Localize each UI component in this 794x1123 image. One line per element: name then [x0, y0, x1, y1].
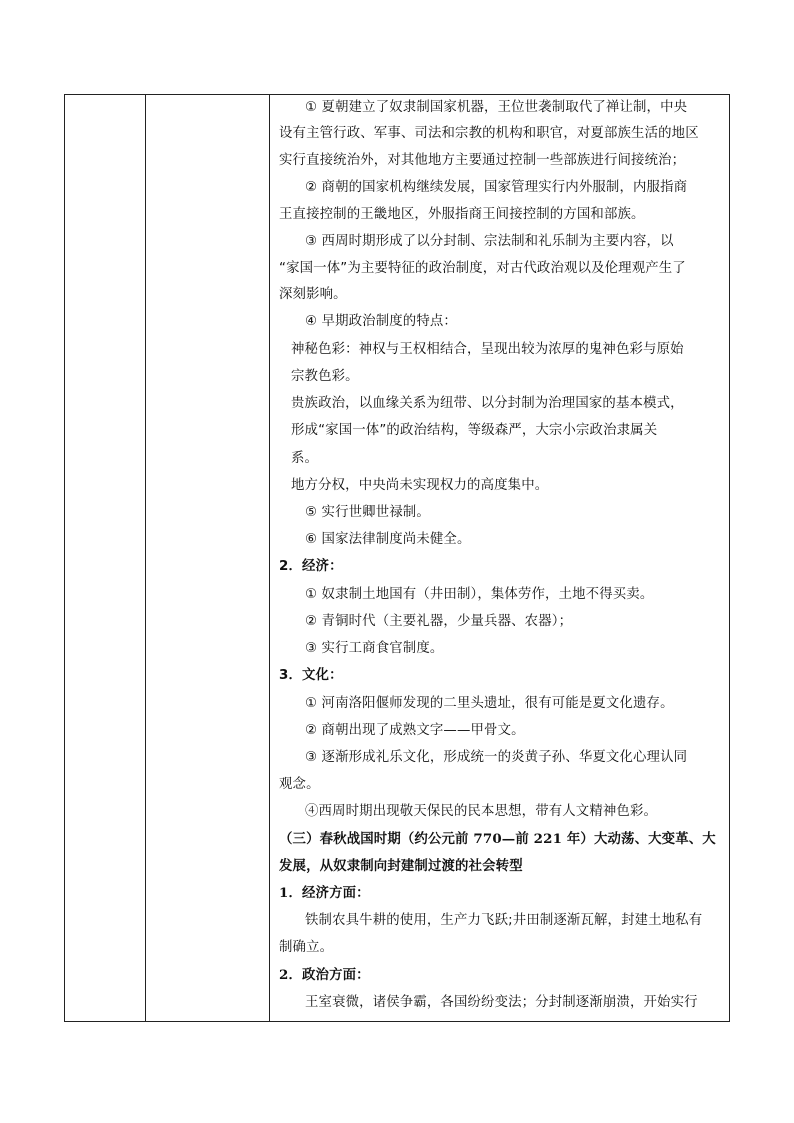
text-line: ① 奴隶制土地国有（井田制），集体劳作，土地不得买卖。 [305, 587, 654, 602]
text-line: ③ 西周时期形成了以分封制、宗法制和礼乐制为主要内容，以 [305, 234, 674, 249]
text-line: ① 夏朝建立了奴隶制国家机器，王位世袭制取代了禅让制，中央 [305, 100, 688, 115]
text-line: ① 河南洛阳偃师发现的二里头遗址，很有可能是夏文化遗存。 [305, 696, 674, 711]
section-heading: （三）春秋战国时期（约公元前 770—前 221 年）大动荡、大变革、大 [279, 831, 716, 847]
text-line: ③ 逐渐形成礼乐文化，形成统一的炎黄子孙、华夏文化心理认同 [305, 750, 688, 765]
text-line: ② 商朝出现了成熟文字——甲骨文。 [305, 723, 525, 738]
text-line: “家国一体”为主要特征的政治制度，对古代政治观以及伦理观产生了 [279, 261, 686, 276]
text-line: 宗教色彩。 [291, 369, 359, 384]
text-line: 贵族政治，以血缘关系为纽带、以分封制为治理国家的基本模式， [291, 396, 684, 411]
text-line: 王直接控制的王畿地区，外服指商王间接控制的方国和部族。 [279, 207, 645, 222]
text-line: ⑤ 实行世卿世禄制。 [305, 505, 430, 520]
text-line: 观念。 [279, 777, 320, 792]
section-heading: 发展，从奴隶制向封建制过渡的社会转型 [279, 858, 523, 874]
text-line: 系。 [291, 451, 319, 466]
text-line: 形成“家国一体”的政治结构，等级森严，大宗小宗政治隶属关 [291, 423, 658, 438]
section-heading: 2．经济： [279, 559, 343, 574]
subsection-heading: 1．经济方面： [279, 885, 370, 901]
column-divider-2 [269, 95, 270, 1021]
content-cell [271, 95, 729, 1021]
text-line: 实行直接统治外，对其他地方主要通过控制一些部族进行间接统治； [279, 153, 686, 168]
text-line: 深刻影响。 [279, 287, 347, 302]
text-line: 铁制农具牛耕的使用，生产力飞跃;井田制逐渐瓦解，封建土地私有 [305, 913, 703, 928]
text-line: 设有主管行政、军事、司法和宗教的机构和职官，对夏部族生活的地区 [279, 126, 699, 141]
text-line: 神秘色彩：神权与王权相结合，呈现出较为浓厚的鬼神色彩与原始 [291, 342, 684, 357]
subsection-heading: 2．政治方面： [279, 967, 370, 983]
text-line: ② 商朝的国家机构继续发展，国家管理实行内外服制，内服指商 [305, 180, 688, 195]
content-table [64, 94, 730, 1022]
text-line: ④ 早期政治制度的特点： [305, 314, 457, 329]
text-line: ② 青铜时代（主要礼器，少量兵器、农器）； [305, 614, 573, 629]
text-line: 制确立。 [279, 940, 334, 955]
text-line: ③ 实行工商食官制度。 [305, 641, 444, 656]
text-line: ④西周时期出现敬天保民的民本思想，带有人文精神色彩。 [305, 804, 658, 819]
text-line: 王室衰微，诸侯争霸，各国纷纷变法；分封制逐渐崩溃，开始实行 [305, 995, 698, 1010]
section-heading: 3．文化： [279, 668, 343, 683]
column-divider-1 [145, 95, 146, 1021]
text-line: ⑥ 国家法律制度尚未健全。 [305, 532, 471, 547]
text-line: 地方分权，中央尚未实现权力的高度集中。 [291, 478, 549, 493]
